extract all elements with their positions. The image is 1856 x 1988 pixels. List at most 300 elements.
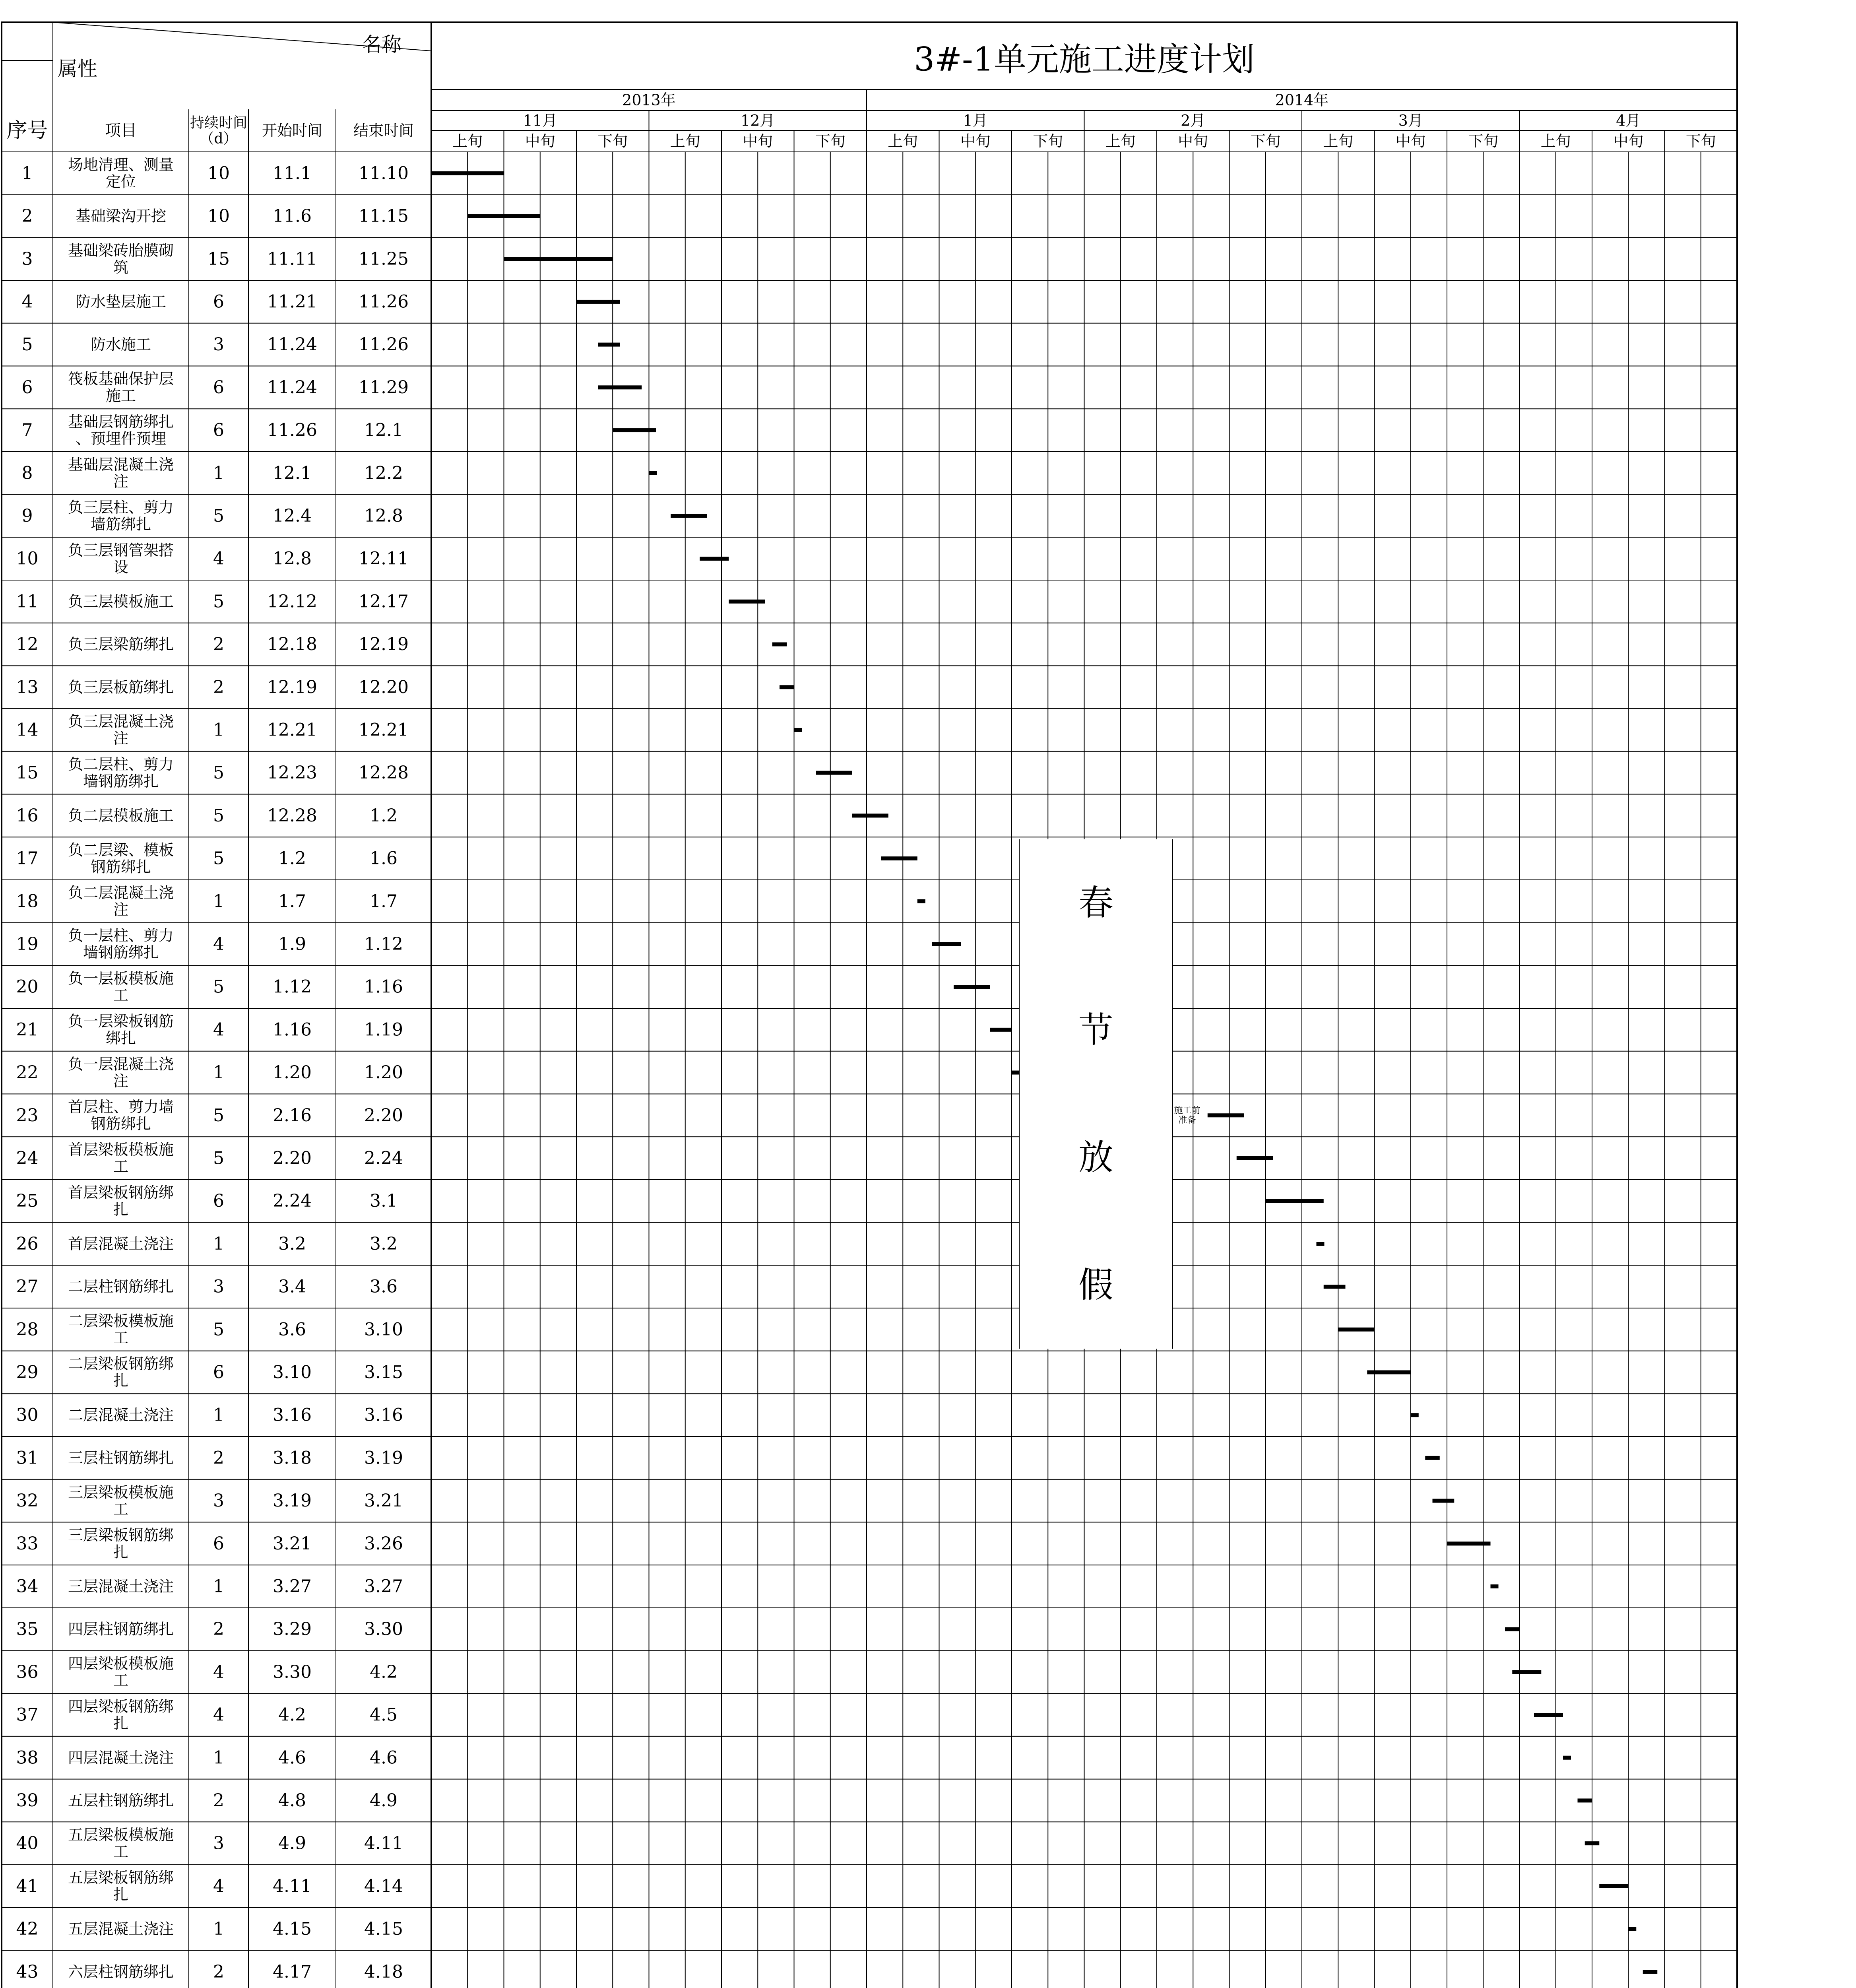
task-bar-29 [1367, 1370, 1411, 1374]
row-no-8: 8 [21, 463, 33, 483]
task-end-14: 12.21 [359, 720, 409, 740]
task-duration-33: 6 [213, 1533, 224, 1554]
task-duration-16: 5 [213, 805, 224, 826]
row-no-29: 29 [16, 1362, 39, 1382]
year-label-1: 2013年 [622, 91, 676, 109]
task-duration-5: 3 [213, 334, 224, 355]
row-no-4: 4 [21, 291, 33, 312]
task-name-12 [68, 636, 174, 653]
task-name-36 [68, 1655, 174, 1689]
task-name-33-line: 扎 [113, 1543, 129, 1561]
row-no-26: 26 [16, 1233, 39, 1254]
task-duration-7: 6 [213, 420, 224, 441]
task-end-37: 4.5 [370, 1705, 398, 1725]
task-duration-41: 4 [213, 1876, 224, 1897]
task-end-1: 11.10 [359, 163, 409, 184]
row-no-42: 42 [16, 1919, 39, 1939]
task-duration-20: 5 [213, 977, 224, 997]
task-bar-22 [1012, 1071, 1020, 1075]
task-name-25 [68, 1184, 174, 1218]
task-duration-40: 3 [213, 1833, 224, 1854]
row-no-20: 20 [16, 977, 39, 997]
task-bar-16 [852, 813, 888, 817]
task-bar-1 [431, 171, 504, 175]
task-name-23 [68, 1098, 174, 1133]
task-name-26 [68, 1235, 174, 1252]
task-name-34 [68, 1578, 174, 1595]
task-name-18-line: 负二层混凝土浇 [68, 884, 174, 902]
task-bar-39 [1578, 1798, 1592, 1802]
task-bar-14 [794, 728, 802, 732]
row-no-34: 34 [16, 1576, 39, 1597]
row-no-27: 27 [16, 1276, 39, 1297]
prep-note [1174, 1105, 1200, 1125]
task-start-41: 4.11 [273, 1876, 312, 1897]
task-end-43: 4.18 [364, 1961, 403, 1982]
period-label: 下旬 [1685, 132, 1716, 150]
task-start-15: 12.23 [267, 763, 317, 783]
row-no-24: 24 [16, 1148, 39, 1169]
task-bar-24 [1237, 1156, 1273, 1160]
task-start-28: 3.6 [278, 1319, 306, 1340]
header-name-label: 名称 [362, 33, 401, 56]
task-name-13-line: 负三层板筋绑扎 [68, 678, 174, 696]
task-end-13: 12.20 [359, 677, 409, 697]
task-name-31 [68, 1449, 174, 1467]
task-name-9-line: 负三层柱、剪力 [68, 499, 174, 516]
task-start-24: 2.20 [273, 1148, 312, 1169]
task-end-39: 4.9 [370, 1790, 398, 1811]
task-end-18: 1.7 [370, 891, 398, 912]
task-start-20: 1.12 [273, 977, 312, 997]
task-name-28-line: 二层梁板模板施 [68, 1312, 174, 1330]
row-no-35: 35 [16, 1619, 39, 1640]
task-name-1-line: 场地清理、测量 [68, 156, 174, 174]
task-name-15-line: 负二层柱、剪力 [68, 755, 174, 773]
row-no-10: 10 [16, 548, 39, 569]
task-start-43: 4.17 [273, 1961, 312, 1982]
task-name-29-line: 二层梁板钢筋绑 [68, 1355, 174, 1373]
task-name-23-line: 首层柱、剪力墙 [68, 1098, 174, 1116]
period-label: 中旬 [743, 132, 773, 150]
task-name-37-line: 扎 [113, 1714, 129, 1732]
holiday-char-2: 节 [1078, 1010, 1113, 1051]
task-end-15: 12.28 [359, 763, 409, 783]
month-label-4: 2月 [1181, 112, 1206, 129]
task-duration-29: 6 [213, 1362, 224, 1382]
task-end-33: 3.26 [364, 1533, 403, 1554]
row-no-7: 7 [21, 420, 33, 441]
task-name-40-line: 五层梁板模板施 [68, 1826, 174, 1844]
task-bar-4 [576, 300, 620, 304]
task-name-40 [68, 1826, 174, 1861]
task-bar-30 [1411, 1413, 1419, 1417]
task-bar-28 [1338, 1328, 1374, 1332]
row-no-25: 25 [16, 1191, 39, 1211]
task-name-30 [68, 1406, 174, 1424]
task-start-7: 11.26 [267, 420, 317, 441]
task-start-23: 2.16 [273, 1105, 312, 1126]
task-duration-24: 5 [213, 1148, 224, 1169]
task-duration-9: 5 [213, 505, 224, 526]
task-start-9: 12.4 [273, 505, 312, 526]
task-end-29: 3.15 [364, 1362, 403, 1382]
period-label: 中旬 [1178, 132, 1208, 150]
task-end-34: 3.27 [364, 1576, 403, 1597]
task-name-42 [68, 1920, 174, 1938]
task-start-6: 11.24 [267, 377, 317, 398]
task-name-27 [68, 1278, 174, 1295]
period-label: 上旬 [1105, 132, 1136, 150]
period-label: 下旬 [1033, 132, 1063, 150]
task-name-43 [68, 1963, 174, 1980]
task-name-11 [68, 593, 174, 610]
row-no-16: 16 [16, 805, 39, 826]
task-end-6: 11.29 [359, 377, 409, 398]
task-name-7-line: 基础层钢筋绑扎 [68, 413, 174, 431]
task-name-20 [68, 970, 174, 1004]
task-bar-26 [1317, 1242, 1325, 1246]
month-label-6: 4月 [1616, 112, 1641, 129]
task-start-16: 12.28 [267, 805, 317, 826]
task-bar-17 [881, 856, 917, 860]
task-name-11-line: 负三层模板施工 [68, 592, 174, 610]
task-duration-23: 5 [213, 1105, 224, 1126]
col-item-header: 项目 [105, 121, 137, 140]
task-name-1 [68, 156, 174, 191]
task-name-31-line: 三层柱钢筋绑扎 [68, 1449, 174, 1467]
task-start-18: 1.7 [278, 891, 306, 912]
task-bar-8 [649, 471, 657, 475]
task-name-25-line: 扎 [113, 1200, 129, 1218]
task-name-13 [68, 678, 174, 696]
task-name-12-line: 负三层梁筋绑扎 [68, 635, 174, 653]
task-start-25: 2.24 [273, 1191, 312, 1211]
task-end-28: 3.10 [364, 1319, 403, 1340]
task-name-39-line: 五层柱钢筋绑扎 [68, 1792, 174, 1809]
task-end-30: 3.16 [364, 1405, 403, 1425]
task-name-35-line: 四层柱钢筋绑扎 [68, 1620, 174, 1638]
task-duration-6: 6 [213, 377, 224, 398]
task-name-22 [68, 1055, 174, 1090]
task-name-16 [68, 807, 174, 824]
task-end-11: 12.17 [359, 591, 409, 612]
task-start-40: 4.9 [278, 1833, 306, 1854]
task-name-1-line: 定位 [105, 173, 136, 191]
task-duration-36: 4 [213, 1662, 224, 1682]
task-name-23-line: 钢筋绑扎 [90, 1115, 151, 1133]
task-bar-12 [772, 643, 787, 646]
row-no-22: 22 [16, 1062, 39, 1083]
task-bar-5 [598, 343, 620, 347]
task-duration-35: 2 [213, 1619, 224, 1640]
task-start-4: 11.21 [267, 291, 317, 312]
task-name-5-line: 防水施工 [90, 336, 151, 353]
task-name-29-line: 扎 [113, 1372, 129, 1390]
row-no-38: 38 [16, 1747, 39, 1768]
task-name-5 [91, 336, 151, 353]
task-start-42: 4.15 [273, 1919, 312, 1939]
task-name-34-line: 三层混凝土浇注 [68, 1577, 174, 1595]
task-start-1: 11.1 [273, 163, 312, 184]
task-duration-17: 5 [213, 848, 224, 869]
task-name-39 [68, 1792, 174, 1809]
task-name-36-line: 工 [113, 1672, 129, 1689]
period-label: 上旬 [888, 132, 918, 150]
task-end-31: 3.19 [364, 1448, 403, 1468]
task-duration-18: 1 [213, 891, 224, 912]
task-bar-35 [1505, 1627, 1520, 1631]
task-name-9-line: 墙筋绑扎 [90, 515, 151, 533]
task-bar-43 [1643, 1970, 1658, 1974]
task-bar-38 [1563, 1756, 1571, 1760]
task-start-33: 3.21 [273, 1533, 312, 1554]
task-name-21-line: 负一层梁板钢筋 [68, 1012, 174, 1030]
task-duration-43: 2 [213, 1961, 224, 1982]
task-name-21-line: 绑扎 [105, 1029, 136, 1047]
month-label-2: 12月 [741, 112, 775, 129]
task-bar-25 [1266, 1199, 1324, 1203]
task-name-28-line: 工 [113, 1329, 129, 1347]
task-start-31: 3.18 [273, 1448, 312, 1468]
task-name-33 [68, 1526, 174, 1561]
task-duration-4: 6 [213, 291, 224, 312]
task-start-29: 3.10 [273, 1362, 312, 1382]
task-name-27-line: 二层柱钢筋绑扎 [68, 1278, 174, 1296]
task-name-15-line: 墙钢筋绑扎 [83, 772, 159, 790]
period-label: 上旬 [1540, 132, 1571, 150]
period-label: 上旬 [670, 132, 700, 150]
row-no-2: 2 [21, 206, 33, 227]
task-name-17-line: 负二层梁、模板 [68, 841, 174, 859]
task-name-2 [76, 208, 166, 225]
task-name-17 [68, 841, 174, 876]
chart-title: 3#-1单元施工进度计划 [914, 41, 1255, 79]
task-duration-28: 5 [213, 1319, 224, 1340]
task-bar-32 [1433, 1499, 1455, 1503]
task-name-21 [68, 1013, 174, 1047]
task-name-6 [68, 370, 174, 405]
task-bar-18 [917, 899, 925, 903]
task-name-7 [68, 413, 174, 448]
task-name-3-line: 基础梁砖胎膜砌 [68, 241, 174, 259]
task-end-24: 2.24 [364, 1148, 403, 1169]
task-name-7-line: 、预埋件预埋 [75, 430, 167, 448]
task-name-14-line: 注 [113, 730, 129, 747]
task-start-27: 3.4 [278, 1276, 306, 1297]
task-end-5: 11.26 [359, 334, 409, 355]
task-bar-27 [1324, 1285, 1346, 1289]
row-no-41: 41 [16, 1876, 39, 1897]
row-no-18: 18 [16, 891, 39, 912]
period-label: 上旬 [452, 132, 483, 150]
task-bar-42 [1628, 1927, 1636, 1931]
task-name-26-line: 首层混凝土浇注 [68, 1235, 174, 1253]
task-name-18 [68, 884, 174, 918]
task-duration-15: 5 [213, 763, 224, 783]
col-start-header: 开始时间 [262, 122, 323, 140]
task-end-7: 12.1 [364, 420, 403, 441]
row-no-40: 40 [16, 1833, 39, 1854]
task-duration-8: 1 [213, 463, 224, 483]
period-label: 下旬 [1250, 132, 1281, 150]
task-end-20: 1.16 [364, 977, 403, 997]
task-name-32-line: 三层梁板模板施 [68, 1483, 174, 1501]
task-start-2: 11.6 [273, 206, 312, 227]
task-name-20-line: 工 [113, 986, 129, 1004]
row-no-30: 30 [16, 1405, 39, 1425]
task-end-19: 1.12 [364, 934, 403, 954]
task-duration-42: 1 [213, 1919, 224, 1939]
task-start-39: 4.8 [278, 1790, 306, 1811]
task-duration-31: 2 [213, 1448, 224, 1468]
task-name-17-line: 钢筋绑扎 [90, 858, 151, 876]
task-name-10 [68, 542, 174, 576]
task-duration-19: 4 [213, 934, 224, 954]
period-label: 下旬 [597, 132, 628, 150]
row-no-37: 37 [16, 1705, 39, 1725]
task-duration-26: 1 [213, 1233, 224, 1254]
task-bar-36 [1512, 1670, 1541, 1674]
task-name-10-line: 负三层钢管架搭 [68, 541, 174, 559]
row-no-9: 9 [21, 505, 33, 526]
task-name-32 [68, 1483, 174, 1518]
task-name-19 [68, 927, 174, 961]
task-end-2: 11.15 [359, 206, 409, 227]
task-name-6-line: 筏板基础保护层 [68, 370, 174, 388]
period-label: 中旬 [1613, 132, 1644, 150]
task-end-27: 3.6 [370, 1276, 398, 1297]
task-start-36: 3.30 [273, 1662, 312, 1682]
task-start-11: 12.12 [267, 591, 317, 612]
task-name-35 [68, 1621, 174, 1638]
task-duration-1: 10 [208, 163, 230, 184]
task-bar-19 [932, 942, 961, 946]
task-duration-25: 6 [213, 1191, 224, 1211]
month-label-1: 11月 [523, 112, 557, 129]
task-end-16: 1.2 [370, 805, 398, 826]
task-end-22: 1.20 [364, 1062, 403, 1083]
task-name-4 [76, 293, 166, 311]
task-end-8: 12.2 [364, 463, 403, 483]
row-no-14: 14 [16, 720, 39, 740]
task-duration-32: 3 [213, 1491, 224, 1511]
task-bar-2 [467, 214, 540, 218]
task-duration-13: 2 [213, 677, 224, 697]
task-start-19: 1.9 [278, 934, 306, 954]
row-no-19: 19 [16, 934, 39, 954]
task-name-24 [68, 1141, 174, 1176]
year-label-2: 2014年 [1275, 91, 1329, 109]
task-bar-37 [1534, 1713, 1563, 1717]
task-start-37: 4.2 [278, 1705, 306, 1725]
task-name-14-line: 负三层混凝土浇 [68, 712, 174, 730]
task-duration-21: 4 [213, 1019, 224, 1040]
task-end-23: 2.20 [364, 1105, 403, 1126]
row-no-11: 11 [16, 591, 39, 612]
task-name-8-line: 注 [113, 473, 129, 491]
month-label-5: 3月 [1398, 112, 1423, 129]
task-name-37-line: 四层梁板钢筋绑 [68, 1697, 174, 1715]
task-name-18-line: 注 [113, 901, 129, 919]
period-label: 中旬 [960, 132, 991, 150]
header-attr-label: 属性 [58, 57, 97, 80]
task-name-14 [68, 713, 174, 747]
row-no-6: 6 [21, 377, 33, 398]
task-name-9 [68, 499, 174, 533]
task-end-41: 4.14 [364, 1876, 403, 1897]
task-start-14: 12.21 [267, 720, 317, 740]
task-bar-9 [671, 514, 707, 518]
task-name-10-line: 设 [113, 558, 129, 576]
period-label: 中旬 [525, 132, 555, 150]
task-name-6-line: 施工 [105, 387, 136, 405]
task-bar-20 [954, 985, 990, 989]
row-no-23: 23 [16, 1105, 39, 1126]
spring-festival-holiday-block [1019, 839, 1173, 1348]
row-no-32: 32 [16, 1491, 39, 1511]
task-bar-10 [700, 557, 729, 561]
task-bar-11 [729, 600, 765, 604]
task-duration-34: 1 [213, 1576, 224, 1597]
task-start-32: 3.19 [273, 1491, 312, 1511]
task-bar-13 [780, 685, 794, 689]
task-start-8: 12.1 [273, 463, 312, 483]
task-end-32: 3.21 [364, 1491, 403, 1511]
task-duration-30: 1 [213, 1405, 224, 1425]
task-name-38 [68, 1749, 174, 1767]
holiday-char-3: 放 [1078, 1137, 1113, 1178]
row-no-21: 21 [16, 1019, 39, 1040]
col-seq-header: 序号 [6, 118, 48, 143]
task-duration-27: 3 [213, 1276, 224, 1297]
col-duration-header [190, 115, 247, 147]
task-name-24-line: 工 [113, 1158, 129, 1176]
row-no-15: 15 [16, 763, 39, 783]
task-name-19-line: 负一层柱、剪力 [68, 927, 174, 945]
row-no-12: 12 [16, 634, 39, 655]
task-name-2-line: 基础梁沟开挖 [75, 207, 167, 225]
task-name-3-line: 筑 [113, 258, 129, 276]
task-name-41-line: 扎 [113, 1886, 129, 1904]
task-start-38: 4.6 [278, 1747, 306, 1768]
task-end-35: 3.30 [364, 1619, 403, 1640]
task-name-38-line: 四层混凝土浇注 [68, 1749, 174, 1767]
task-end-10: 12.11 [359, 548, 409, 569]
task-name-22-line: 负一层混凝土浇 [68, 1055, 174, 1073]
holiday-char-4: 假 [1078, 1264, 1113, 1305]
task-duration-38: 1 [213, 1747, 224, 1768]
task-end-25: 3.1 [370, 1191, 398, 1211]
task-name-41 [68, 1869, 174, 1904]
holiday-char-1: 春 [1078, 882, 1113, 924]
row-no-36: 36 [16, 1662, 39, 1682]
task-end-40: 4.11 [364, 1833, 403, 1854]
task-duration-37: 4 [213, 1705, 224, 1725]
row-no-1: 1 [21, 163, 33, 184]
col-duration-header-line: （d） [200, 130, 238, 147]
task-bar-23 [1208, 1113, 1244, 1117]
task-bar-40 [1585, 1841, 1600, 1845]
task-name-3 [68, 242, 174, 276]
task-end-21: 1.19 [364, 1019, 403, 1040]
task-end-4: 11.26 [359, 291, 409, 312]
task-bar-34 [1491, 1584, 1499, 1588]
task-end-26: 3.2 [370, 1233, 398, 1254]
row-no-13: 13 [16, 677, 39, 697]
month-label-3: 1月 [963, 112, 988, 129]
task-duration-14: 1 [213, 720, 224, 740]
